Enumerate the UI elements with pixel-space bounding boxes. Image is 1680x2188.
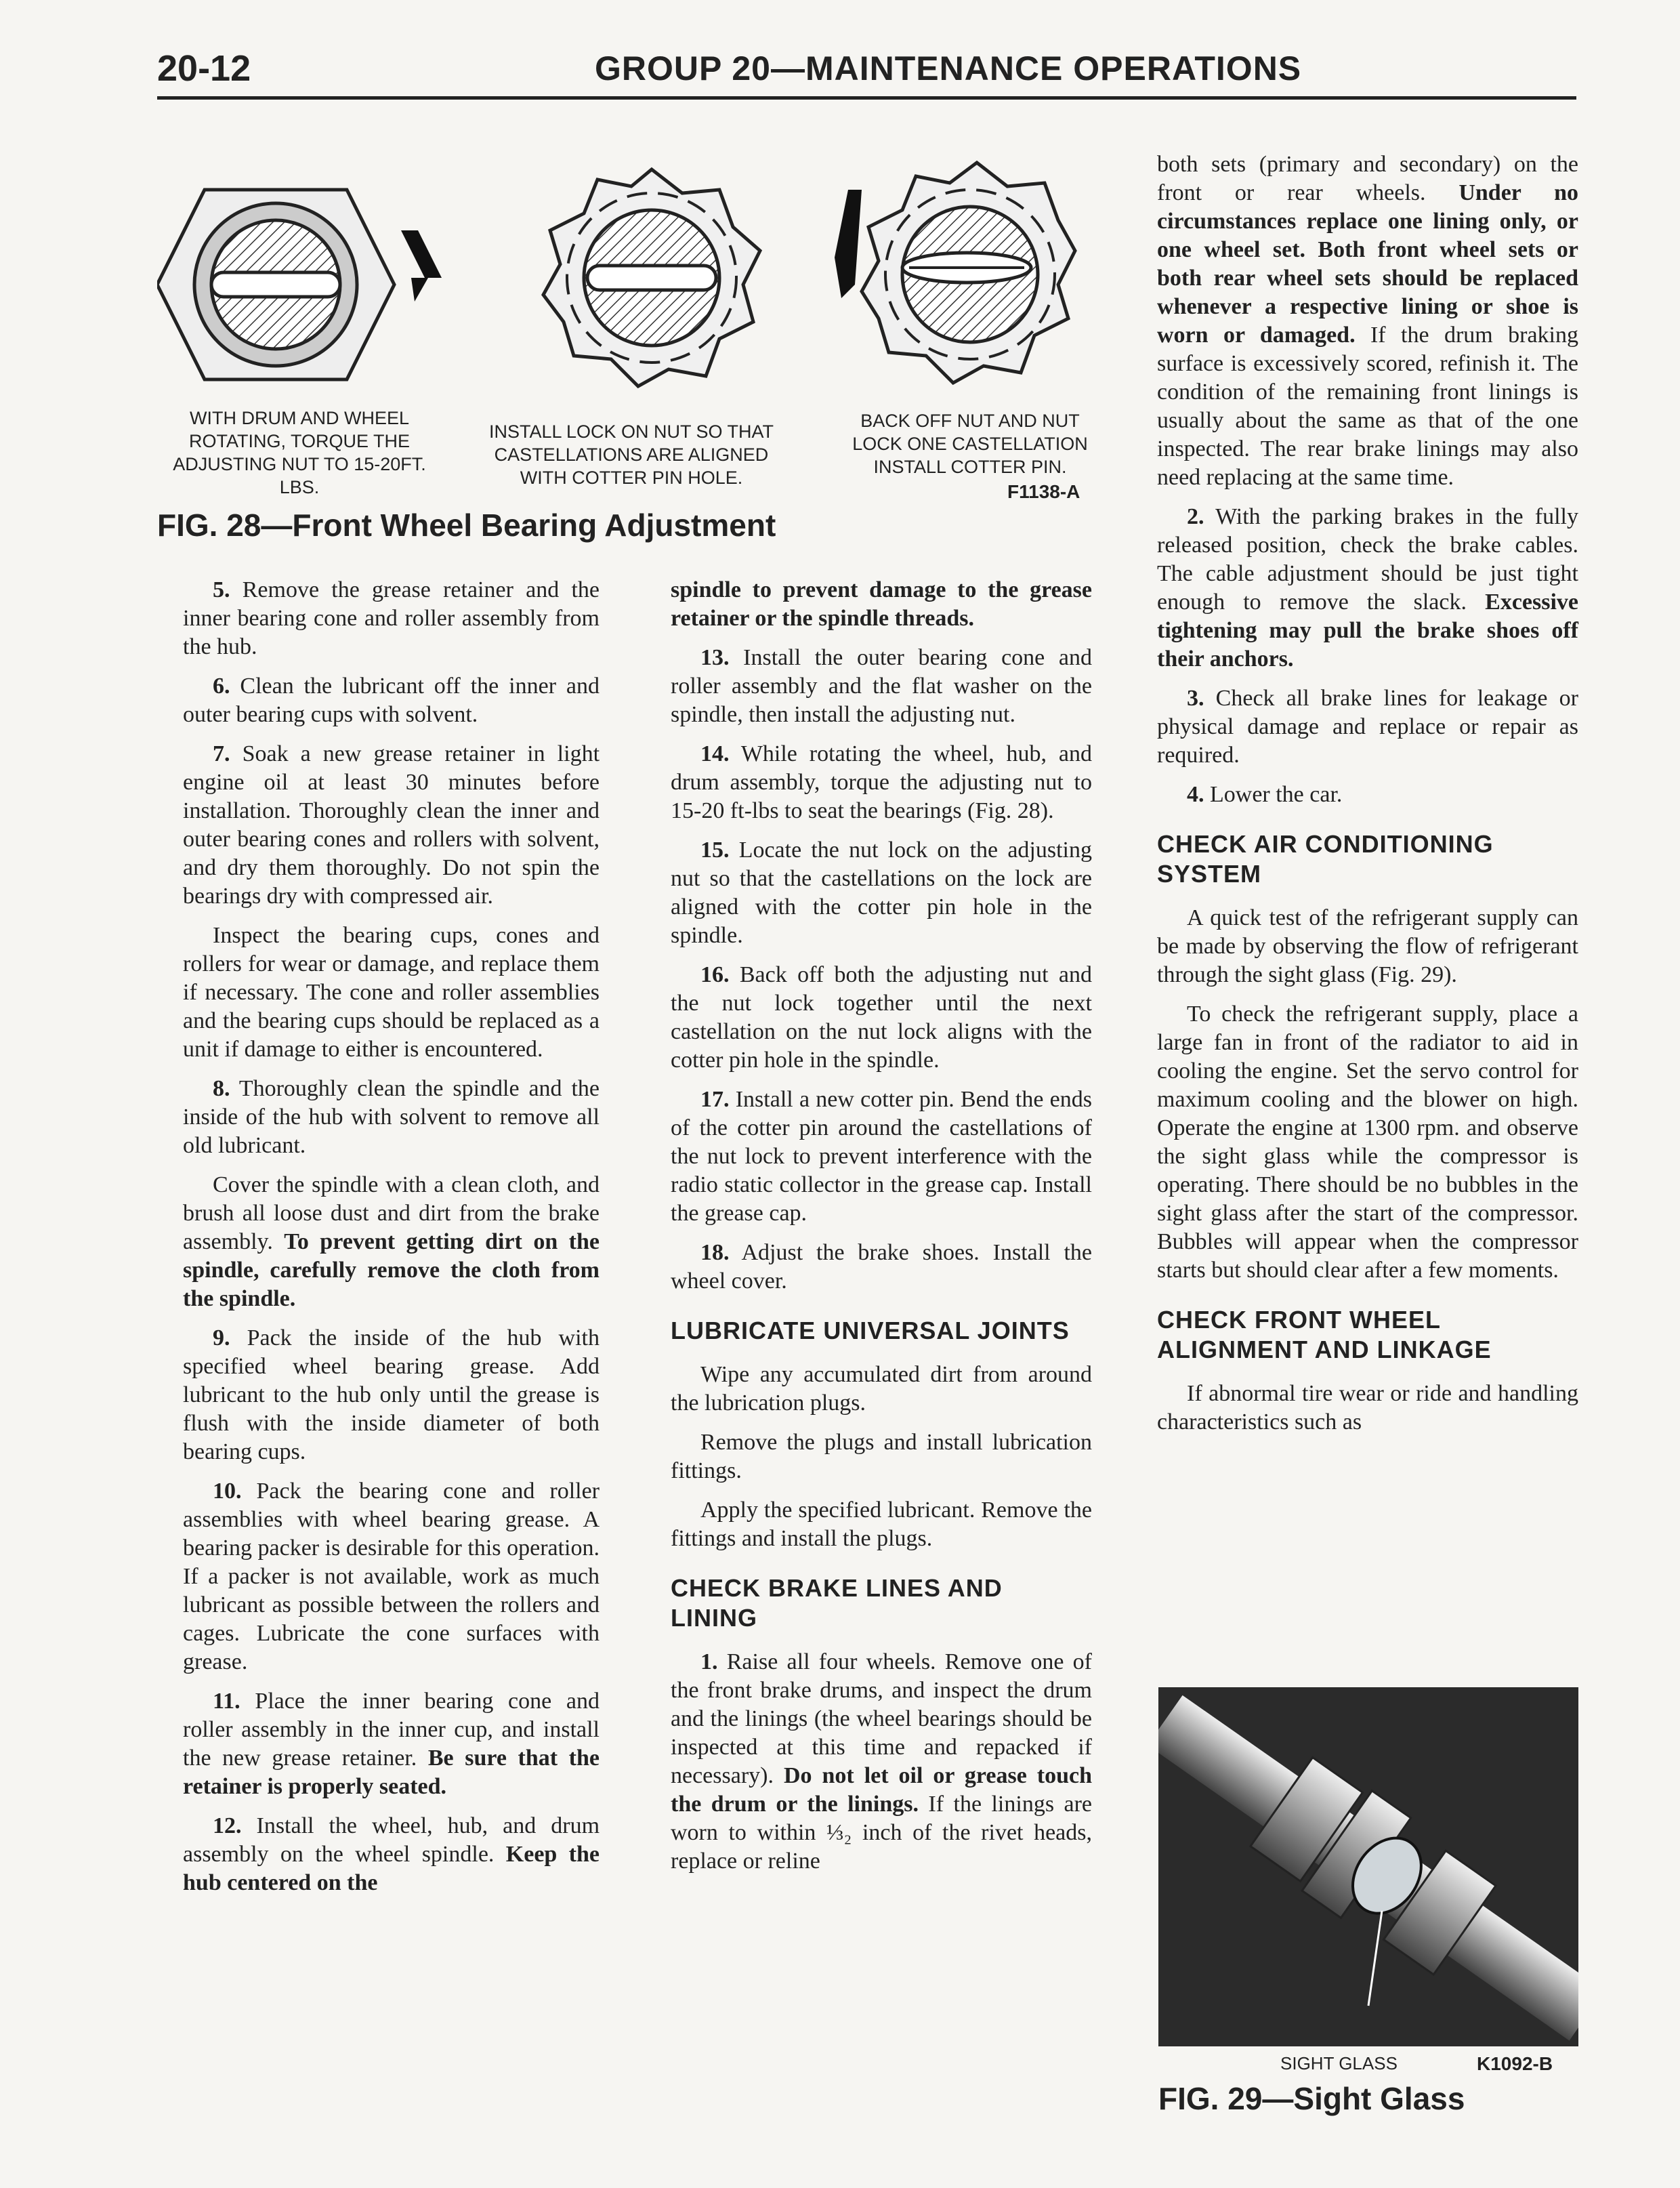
step-10: 10. Pack the bearing cone and roller assemblies with wheel bearing grease. A bearing packer is desirable for this operation. If a packer is not available, work as much lubricant as possible between the rollers and cages. Lubricate the cone surfaces with grease. xyxy=(183,1479,600,1674)
heading-lubricate-universal-joints: LUBRICATE UNIVERSAL JOINTS xyxy=(671,1317,1070,1344)
sight-glass-label: SIGHT GLASS xyxy=(1280,2053,1398,2073)
step-17: 17. Install a new cotter pin. Bend the ends of the cotter pin around the castellations of the nut lock to prevent interference with the radio static collector in the grease cap. Install the grease cap. xyxy=(671,1087,1092,1226)
brake-step-1: 1. Raise all four wheels. Remove one of the front brake drums, and inspect the drum and the linings (the wheel bearings should be inspected at this time and repacked if necessary). Do not let oil or grease touch the drum or the linings. If the linings are worn to within ⅓₂ inch of the rivet heads, replace or reline xyxy=(671,1649,1093,1874)
figure-28 xyxy=(157,149,1106,529)
universal-paragraph-3: Apply the specified lubricant. Remove the fittings and install the plugs. xyxy=(671,1498,1092,1551)
page-number: 20-12 xyxy=(157,48,251,89)
page-header-title: GROUP 20—MAINTENANCE OPERATIONS xyxy=(595,49,1302,87)
step-6: 6. Clean the lubricant off the inner and outer bearing cups with solvent. xyxy=(183,674,600,727)
step-13: 13. Install the outer bearing cone and roller assembly and the flat washer on the spindle, then install the adjusting nut. xyxy=(671,645,1093,727)
castellated-nut-lock-illustration xyxy=(537,163,767,393)
step-7: 7. Soak a new grease retainer in light engine oil at least 30 minutes before installation. Thoroughly clean the inner and outer bearing cones and rollers with solvent, and dry them thoroughly. Do not spin the bearings dry with compressed air. xyxy=(183,741,600,909)
heading-check-front-wheel-alignment: CHECK FRONT WHEEL ALIGNMENT AND LINKAGE xyxy=(1157,1306,1492,1363)
ac-paragraph-1: A quick test of the refrigerant supply can be made by observing the flow of refrigerant through the sight glass (Fig. 29). xyxy=(1157,905,1578,987)
step-9: 9. Pack the inside of the hub with specified wheel bearing grease. Add lubricant to the hub only until the grease is flush with the inside diameter of both bearing cups. xyxy=(183,1325,600,1464)
universal-paragraph-1: Wipe any accumulated dirt from around the lubrication plugs. xyxy=(671,1362,1092,1416)
fig28-code: F1138-A xyxy=(1007,481,1080,502)
alignment-paragraph: If abnormal tire wear or ride and handling characteristics such as xyxy=(1157,1381,1578,1434)
cotter-pin-nut-illustration xyxy=(807,149,1078,393)
header-rule xyxy=(157,96,1576,100)
sight-glass-image xyxy=(1158,1687,1578,2046)
fig29-title: FIG. 29—Sight Glass xyxy=(1158,2081,1465,2116)
fig28-caption-3: BACK OFF NUT AND NUT LOCK ONE CASTELLATION INSTALL COTTER PIN. xyxy=(852,411,1088,477)
step-18: 18. Adjust the brake shoes. Install the wheel cover. xyxy=(671,1240,1093,1294)
brake-step-2: 2. With the parking brakes in the fully released position, check the brake cables. The cable adjustment should be just tight enough to remove the slack. Excessive tightening may pull the brake shoes off their anchors. xyxy=(1157,504,1579,672)
ac-paragraph-2: To check the refrigerant supply, place a large fan in front of the radiator to aid in cooling the engine. Set the servo control for maximum cooling and the blower on high. Operate the engine at 1300 rpm. and observe the sight glass while the compressor is operating. There should be no bubbles in the sight glass after the start of the compressor. Bubbles will appear when the compressor starts but should clear after a few moments. xyxy=(1157,1002,1578,1283)
fig28-title: FIG. 28—Front Wheel Bearing Adjustment xyxy=(157,508,776,543)
brake-step-1-continued: both sets (primary and secondary) on the front or rear wheels. Under no circumstances replace one lining only, or one wheel set. Both front wheel sets or both rear wheel sets should be replaced whenever a respective lining or shoe is worn or damaged. If the drum braking surface is excessively scored, refinish it. The condition of the remaining front linings is usually about the same as that of the one inspected. The rear brake linings may also need replacing at the same time. xyxy=(1157,152,1579,490)
sight-glass-photo xyxy=(1158,1687,1578,2046)
hex-nut-illustration xyxy=(157,176,442,400)
fig29-code: K1092-B xyxy=(1477,2053,1553,2074)
heading-check-brake-lines: CHECK BRAKE LINES AND LINING xyxy=(671,1574,1003,1632)
column-1 xyxy=(183,576,600,1908)
step-5: 5. Remove the grease retainer and the inner bearing cone and roller assembly from the hub. xyxy=(183,577,600,659)
step-8: 8. Thoroughly clean the spindle and the inside of the hub with solvent to remove all old lubricant. xyxy=(183,1076,600,1158)
universal-paragraph-2: Remove the plugs and install lubrication fittings. xyxy=(671,1430,1092,1483)
heading-check-air-conditioning: CHECK AIR CONDITIONING SYSTEM xyxy=(1157,830,1494,888)
step-14: 14. While rotating the wheel, hub, and drum assembly, torque the adjusting nut to 15-20 ft-lbs to seat the bearings (Fig. 28). xyxy=(671,741,1093,823)
brake-step-4: 4. Lower the car. xyxy=(1187,782,1343,807)
fig28-caption-1: WITH DRUM AND WHEEL ROTATING, TORQUE THE ADJUSTING NUT TO 15-20FT. LBS. xyxy=(173,408,426,497)
column-2 xyxy=(671,576,1092,1886)
step-16: 16. Back off both the adjusting nut and the nut lock together until the next castellation on the nut lock aligns with the cotter pin hole in the spindle. xyxy=(671,962,1093,1073)
step-11: 11. Place the inner bearing cone and roller assembly in the inner cup, and install the new grease retainer. Be sure that the retainer is properly seated. xyxy=(183,1689,600,1799)
inspect-paragraph: Inspect the bearing cups, cones and rollers for wear or damage, and replace them if necessary. The cone and roller assemblies and the bearing cups should be replaced as a unit if damage to either is encountered. xyxy=(183,923,600,1062)
step-12-continued: spindle to prevent damage to the grease retainer or the spindle threads. xyxy=(671,577,1092,631)
step-15: 15. Locate the nut lock on the adjusting nut so that the castellations on the lock are aligned with the cotter pin hole in the spindle. xyxy=(671,838,1092,948)
cover-paragraph: Cover the spindle with a clean cloth, and brush all loose dust and dirt from the brake assembly. To prevent getting dirt on the spindle, carefully remove the cloth from the spindle. xyxy=(183,1172,600,1311)
column-3 xyxy=(1157,150,1578,1447)
step-12: 12. Install the wheel, hub, and drum assembly on the wheel spindle. Keep the hub centered on the xyxy=(183,1813,600,1895)
brake-step-3: 3. Check all brake lines for leakage or physical damage and replace or repair as required. xyxy=(1157,686,1579,768)
fig28-caption-2: INSTALL LOCK ON NUT SO THAT CASTELLATIONS ARE ALIGNED WITH COTTER PIN HOLE. xyxy=(488,421,774,488)
